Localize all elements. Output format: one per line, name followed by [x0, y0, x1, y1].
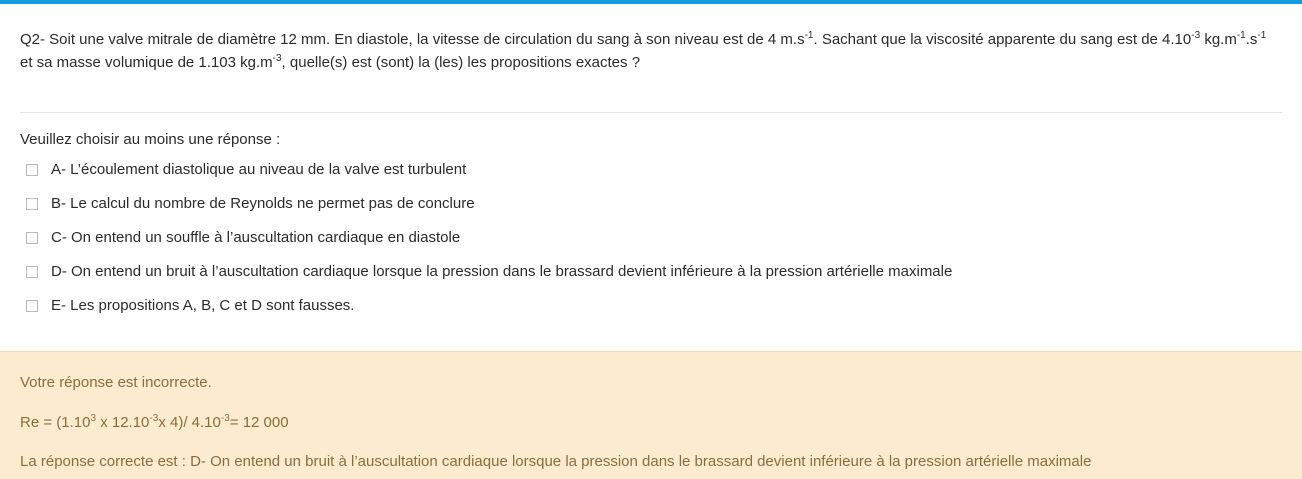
answer-label-c: C- On entend un souffle à l’auscultation cardiaque en diastole	[51, 229, 461, 246]
answer-checkbox-e[interactable]	[26, 300, 38, 312]
answer-label-a: A- L’écoulement diastolique au niveau de la valve est turbulent	[51, 161, 467, 178]
question-text-mid-3: .s	[1245, 31, 1258, 48]
calculation-prefix: Re = (1.10	[20, 413, 91, 431]
answer-checkbox-b[interactable]	[26, 198, 38, 210]
question-text	[20, 28, 1282, 75]
feedback-correct-answer: La réponse correcte est : D- On entend un bruit à l’auscultation cardiaque lorsque la pression dans le brassard devient inférieure à la pression artérielle maximale	[20, 453, 1092, 470]
question-card	[0, 4, 1302, 75]
calculation-sup-3: -3	[220, 412, 230, 424]
feedback-panel	[0, 351, 1302, 479]
question-text-mid-2: kg.m	[1200, 31, 1237, 48]
question-text-mid-4: et sa masse volumique de 1.103 kg.m	[20, 54, 273, 72]
calculation-sup-1: 3	[90, 412, 97, 424]
calculation-suffix: = 12 000	[229, 413, 289, 431]
answer-checkbox-c[interactable]	[26, 232, 38, 244]
feedback-calculation	[20, 412, 1282, 435]
answer-checkbox-d[interactable]	[26, 266, 38, 278]
answer-label-d: D- On entend un bruit à l’auscultation cardiaque lorsque la pression dans le brassard devient inférieure à la pression artérielle maximale	[51, 263, 953, 280]
answer-instruction: Veuillez choisir au moins une réponse :	[20, 131, 281, 148]
answer-options-list	[20, 160, 1282, 330]
calculation-sup-2: -3	[149, 412, 159, 424]
answer-label-e: E- Les propositions A, B, C et D sont fausses.	[51, 297, 355, 314]
answer-option-b[interactable]	[20, 194, 1282, 228]
answer-option-a[interactable]	[20, 160, 1282, 194]
question-text-prefix: Q2- Soit une valve mitrale de diamètre 12 mm. En diastole, la vitesse de circulation du sang à son niveau est de 4 m.s	[20, 31, 805, 48]
answer-option-e[interactable]	[20, 296, 1282, 330]
question-text-mid-1: . Sachant que la viscosité apparente du sang est de 4.10	[813, 31, 1192, 48]
feedback-status: Votre réponse est incorrecte.	[20, 374, 212, 391]
answer-option-d[interactable]	[20, 262, 1282, 296]
answer-option-c[interactable]	[20, 228, 1282, 262]
question-sup-1: -1	[804, 30, 814, 41]
question-text-suffix: , quelle(s) est (sont) la (les) les propositions exactes ?	[281, 54, 641, 72]
calculation-mid-1: x 12.10	[96, 413, 150, 431]
question-sup-4: -1	[1257, 30, 1267, 41]
question-sup-5: -3	[272, 53, 282, 65]
question-sup-2: -3	[1191, 30, 1201, 41]
answer-label-b: B- Le calcul du nombre de Reynolds ne permet pas de conclure	[51, 195, 475, 212]
calculation-mid-2: x 4)/ 4.10	[158, 413, 221, 431]
answer-checkbox-a[interactable]	[26, 164, 38, 176]
question-divider	[20, 112, 1282, 113]
question-sup-3: -1	[1236, 30, 1246, 41]
